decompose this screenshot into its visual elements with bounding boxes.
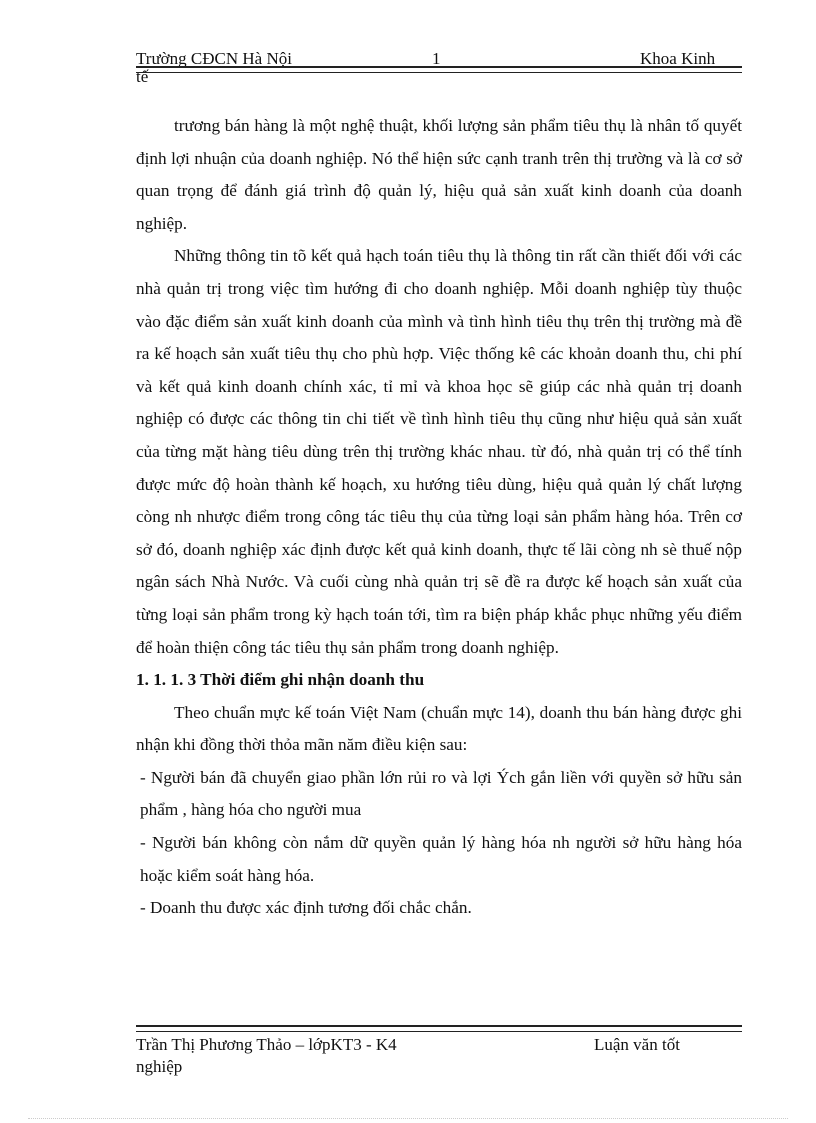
footer-thesis: Luận văn tốt [594, 1035, 680, 1054]
list-item: - Doanh thu được xác định tương đối chắc chắn. [140, 898, 472, 918]
paragraph-3: Theo chuẩn mực kế toán Việt Nam (chuẩn mực 14), doanh thu bán hàng được ghi nhận khi đồng thời thỏa mãn năm điều kiện sau: [136, 702, 742, 755]
header-department: Khoa Kinh [640, 49, 716, 68]
footer-rule [136, 1025, 742, 1032]
page-number: 1 [432, 49, 441, 68]
paragraph-1: trương bán hàng là một nghệ thuật, khối lượng sản phẩm tiêu thụ là nhân tố quyết định lợi nhuận của doanh nghiệp. Nó thể hiện sức cạnh tranh trên thị trường và là cơ sở quan trọng để đánh giá trình độ quản lý, hiệu quả sản xuất kinh doanh của doanh nghiệp. [136, 116, 742, 233]
page-bottom-dotted-line [28, 1118, 788, 1119]
list-item: - Người bán đã chuyển giao phần lớn rủi ro và lợi Ých gắn liền với quyền sở hữu sản phẩm , hàng hóa cho người mua [140, 767, 742, 820]
list-item: - Người bán không còn nắm dữ quyền quản lý hàng hóa nh người sở hữu hàng hóa hoặc kiểm soát hàng hóa. [140, 833, 742, 885]
section-heading: 1. 1. 1. 3 Thời điểm ghi nhận doanh thu [136, 670, 425, 690]
paragraph-2: Những thông tin tõ kết quả hạch toán tiêu thụ là thông tin rất cần thiết đối với các nhà quản trị trong việc tìm hướng đi cho doanh nghiệp. Mỗi doanh nghiệp tùy thuộc vào đặc điểm sản xuất kinh doanh của mình và tình hình tiêu thụ trên thị trường mà đề ra kế hoạch sản xuất tiêu thụ cho phù hợp. Việc thống kê các khoản doanh thu, chi phí và kết quả kinh doanh chính xác, tỉ mỉ và khoa học sẽ giúp các nhà quản trị doanh nghiệp có được các thông tin chi tiết về tình hình tiêu thụ cũng như hiệu quả sản xuất của từng mặt hàng tiêu dùng trên thị trường khác nhau. từ đó, nhà quản trị có thể tính được mức độ hoàn thành kế hoạch, xu hướng tiêu dùng, hiệu quả quản lý chất lượng còng nh nhược điểm trong công tác tiêu thụ của từng loại sản phẩm hàng hóa. Trên cơ sở đó, doanh nghiệp xác định được kết quả kinh doanh, thực tế lãi còng nh sè thuế nộp ngân sách Nhà Nước. Và cuối cùng nhà quản trị sẽ đề ra được kế hoạch sản xuất của từng loại sản phẩm trong kỳ hạch toán tới, tìm ra biện pháp khắc phục những yếu điểm để hoàn thiện công tác tiêu thụ sản phẩm trong doanh nghiệp. [136, 246, 742, 657]
footer-thesis-wrap: nghiệp [136, 1057, 183, 1076]
header-rule [136, 66, 742, 73]
footer-author: Trần Thị Phương Thảo – lớpKT3 - K4 [136, 1035, 397, 1054]
header-department-wrap: tế [136, 67, 149, 86]
header-school: Trường CĐCN Hà Nội [136, 49, 292, 68]
body-content [136, 110, 742, 925]
